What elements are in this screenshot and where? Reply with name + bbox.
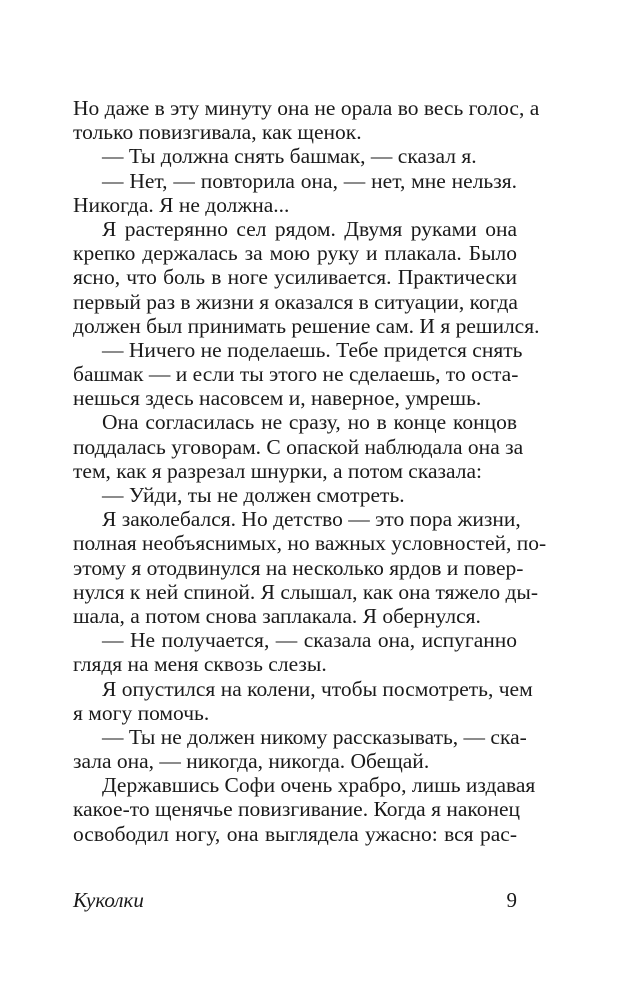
text-line: этому я отодвинулся на несколько ярдов и повер-: [73, 555, 524, 580]
page-text-block: [73, 96, 547, 846]
running-title: Куколки: [73, 888, 144, 912]
text-line: башмак — и если ты этого не сделаешь, то оста-: [73, 362, 519, 387]
text-line: шала, а потом снова заплакала. Я обернулся.: [73, 603, 481, 628]
text-line: я могу помочь.: [73, 700, 210, 725]
text-line: только повизгивала, как щенок.: [73, 120, 362, 145]
text-line: полная необъяснимых, но важных условностей, по-: [73, 531, 547, 556]
text-line: Она согласилась не сразу, но в конце концов: [102, 410, 517, 435]
text-line: глядя на меня сквозь слезы.: [73, 652, 327, 677]
text-line: — Не получается, — сказала она, испуганно: [102, 628, 517, 653]
text-line: Я опустился на колени, чтобы посмотреть, чем: [102, 676, 533, 701]
text-line: поддалась уговорам. С опаской наблюдала она за: [73, 434, 524, 459]
page-footer: [73, 885, 517, 915]
text-line: — Ты должна снять башмак, — сказал я.: [102, 144, 477, 169]
text-line: Никогда. Я не должна...: [73, 192, 290, 217]
text-line: Державшись Софи очень храбро, лишь издавая: [102, 773, 536, 798]
text-line: первый раз в жизни я оказался в ситуации, когда: [73, 289, 518, 314]
text-line: какое-то щенячье повизгивание. Когда я наконец: [73, 797, 521, 822]
text-line: должен был принимать решение сам. И я решился.: [73, 313, 540, 338]
text-line: зала она, — никогда, никогда. Обещай.: [73, 749, 430, 774]
text-line: нулся к ней спиной. Я слышал, как она тяжело ды-: [73, 579, 539, 604]
text-line: Я заколебался. Но детство — это пора жизни,: [102, 507, 521, 532]
text-line: Я растерянно сел рядом. Двумя руками она: [102, 216, 517, 241]
text-line: освободил ногу, она выглядела ужасно: вся рас-: [73, 821, 517, 846]
text-line: крепко держалась за мою руку и плакала. Было: [73, 241, 517, 266]
text-line: тем, как я разрезал шнурки, а потом сказала:: [73, 458, 482, 483]
text-line: — Уйди, ты не должен смотреть.: [102, 483, 405, 507]
text-line: ясно, что боль в ноге усиливается. Практически: [73, 265, 517, 290]
text-line: нешься здесь насовсем и, наверное, умрешь.: [73, 386, 482, 411]
text-line: — Нет, — повторила она, — нет, мне нельзя.: [102, 168, 517, 193]
page-number: 9: [506, 888, 517, 912]
text-line: — Ты не должен никому рассказывать, — ска-: [102, 724, 527, 749]
text-line: Но даже в эту минуту она не орала во весь голос, а: [73, 96, 540, 120]
text-line: — Ничего не поделаешь. Тебе придется снять: [102, 337, 523, 362]
